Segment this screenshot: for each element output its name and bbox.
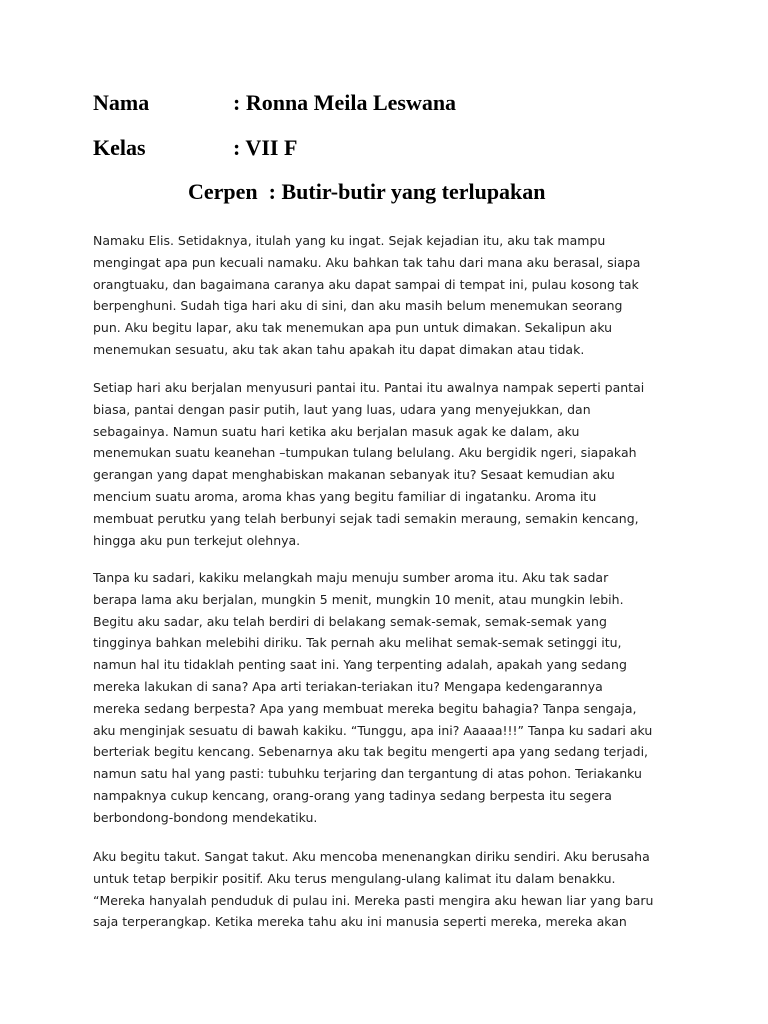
paragraph-line: menemukan suatu keanehan –tumpukan tulang belulang. Aku bergidik ngeri, siapakah [93,445,637,461]
paragraph-line: tingginya bahkan melebihi diriku. Tak pernah aku melihat semak-semak setinggi itu, [93,635,622,651]
paragraph-line: “Mereka hanyalah penduduk di pulau ini. Mereka pasti mengira aku hewan liar yang baru [93,892,654,908]
paragraph-line: gerangan yang dapat menghabiskan makanan sebanyak itu? Sesaat kemudian aku [93,467,615,483]
paragraph-3 [93,567,683,829]
paragraph-line: Setiap hari aku berjalan menyusuri pantai itu. Pantai itu awalnya nampak seperti pantai [93,380,645,395]
name-value: : Ronna Meila Leswana [233,90,457,115]
name-label: Nama [93,90,150,115]
paragraph-line: namun satu hal yang pasti: tubuhku terjaring dan tergantung di atas pohon. Teriakanku [93,766,642,782]
paragraph-line: berpenghuni. Sudah tiga hari aku di sini, dan aku masih belum menemukan seorang [93,298,623,314]
paragraph-line: berapa lama aku berjalan, mungkin 5 menit, mungkin 10 menit, atau mungkin lebih. [93,591,624,607]
paragraph-line: hingga aku pun terkejut olehnya. [93,532,301,548]
paragraph-line: aku menginjak sesuatu di bawah kakiku. “Tunggu, apa ini? Aaaaa!!!” Tanpa ku sadari aku [93,722,653,738]
class-value: : VII F [233,135,298,160]
paragraph-line: saja terperangkap. Ketika mereka tahu aku ini manusia seperti mereka, mereka akan [93,914,627,930]
paragraph-1 [93,230,683,361]
paragraph-line: mereka lakukan di sana? Apa arti teriakan-teriakan itu? Mengapa kedengarannya [93,678,603,694]
paragraph-line: namun hal itu tidaklah penting saat ini. Yang terpenting adalah, apakah yang sedang [93,657,627,673]
paragraph-line: membuat perutku yang telah berbunyi sejak tadi semakin meraung, semakin kencang, [93,510,639,526]
paragraph-line: Aku begitu takut. Sangat takut. Aku mencoba menenangkan diriku sendiri. Aku berusaha [93,849,650,864]
paragraph-4 [93,846,683,933]
paragraph-line: Tanpa ku sadari, kakiku melangkah maju menuju sumber aroma itu. Aku tak sadar [93,570,609,585]
name-row [93,92,456,114]
paragraph-line: untuk tetap berpikir positif. Aku terus mengulang-ulang kalimat itu dalam benakku. [93,870,616,886]
story-title: Cerpen : Butir-butir yang terlupakan [188,179,546,204]
paragraph-line: menemukan sesuatu, aku tak akan tahu apakah itu dapat dimakan atau tidak. [93,341,585,357]
class-row [93,137,297,159]
paragraph-2 [93,377,683,551]
paragraph-line: Namaku Elis. Setidaknya, itulah yang ku ingat. Sejak kejadian itu, aku tak mampu [93,233,606,248]
paragraph-line: berteriak begitu kencang. Sebenarnya aku tak begitu mengerti apa yang sedang terjadi, [93,744,649,760]
paragraph-line: Begitu aku sadar, aku telah berdiri di belakang semak-semak, semak-semak yang [93,613,607,629]
paragraph-line: mencium suatu aroma, aroma khas yang begitu familiar di ingatanku. Aroma itu [93,488,597,504]
paragraph-line: orangtuaku, dan bagaimana caranya aku dapat sampai di tempat ini, pulau kosong tak [93,276,639,292]
paragraph-line: mereka sedang berpesta? Apa yang membuat mereka begitu bahagia? Tanpa sengaja, [93,700,637,716]
paragraph-line: nampaknya cukup kencang, orang-orang yang tadinya sedang berpesta itu segera [93,787,612,803]
class-label: Kelas [93,135,146,160]
paragraph-line: mengingat apa pun kecuali namaku. Aku bahkan tak tahu dari mana aku berasal, siapa [93,254,641,270]
paragraph-line: biasa, pantai dengan pasir putih, laut yang luas, udara yang menyejukkan, dan [93,401,591,417]
paragraph-line: berbondong-bondong mendekatiku. [93,809,318,825]
paragraph-line: pun. Aku begitu lapar, aku tak menemukan apa pun untuk dimakan. Sekalipun aku [93,320,613,336]
paragraph-line: sebagainya. Namun suatu hari ketika aku berjalan masuk agak ke dalam, aku [93,423,580,439]
